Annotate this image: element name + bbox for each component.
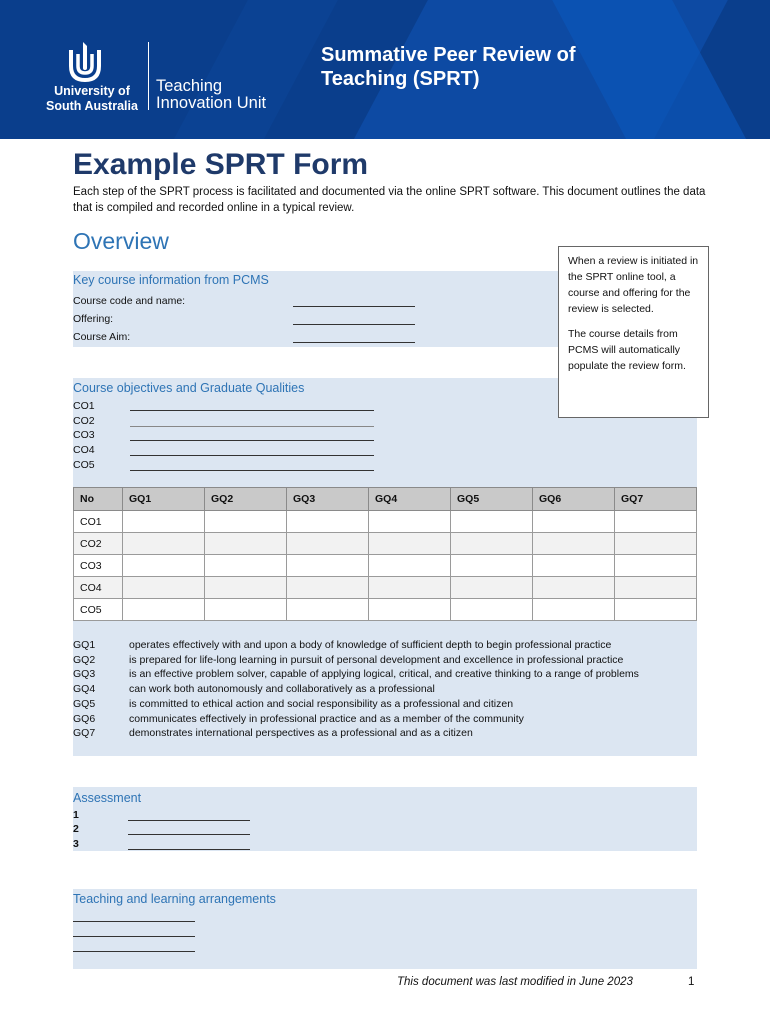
list-item: GQ2 is prepared for life-long learning in pursuit of personal development and excellence in professional practice <box>73 653 624 666</box>
unit-name: Teaching Innovation Unit <box>156 77 267 112</box>
objectives-heading: Course objectives and Graduate Qualities <box>73 381 305 395</box>
table-cell[interactable] <box>123 599 205 621</box>
table-row <box>74 533 697 555</box>
objective-field[interactable] <box>130 470 374 471</box>
objective-field[interactable] <box>130 410 374 411</box>
objective-label: CO5 <box>73 459 95 471</box>
row-label: CO2 <box>74 533 123 555</box>
table-cell[interactable] <box>451 577 533 599</box>
table-cell[interactable] <box>451 511 533 533</box>
course-aim-label: Course Aim: <box>73 331 131 343</box>
course-code-field[interactable] <box>293 306 415 307</box>
page-title: Example SPRT Form <box>73 148 369 181</box>
assessment-number: 1 <box>73 809 79 821</box>
table-cell[interactable] <box>451 533 533 555</box>
list-item: GQ3 is an effective problem solver, capable of applying logical, critical, and creative thinking to a range of problems <box>73 668 639 681</box>
table-cell[interactable] <box>533 555 615 577</box>
objective-label: CO4 <box>73 444 95 456</box>
table-cell[interactable] <box>533 577 615 599</box>
course-code-label: Course code and name: <box>73 295 186 307</box>
table-cell[interactable] <box>205 511 287 533</box>
table-header: GQ7 <box>615 488 697 511</box>
table-cell[interactable] <box>451 599 533 621</box>
row-label: CO4 <box>74 577 123 599</box>
gq-definitions <box>73 638 697 741</box>
table-cell[interactable] <box>205 533 287 555</box>
header-title: Summative Peer Review of Teaching (SPRT) <box>321 44 576 90</box>
offering-field[interactable] <box>293 324 415 325</box>
table-header: No <box>74 488 123 511</box>
table-row <box>74 511 697 533</box>
table-cell[interactable] <box>615 533 697 555</box>
list-item: GQ7 demonstrates international perspectives as a professional and as a citizen <box>73 727 473 740</box>
info-callout <box>558 246 709 418</box>
row-label: CO3 <box>74 555 123 577</box>
table-cell[interactable] <box>369 511 451 533</box>
table-cell[interactable] <box>287 577 369 599</box>
header-banner <box>0 0 770 139</box>
table-cell[interactable] <box>533 599 615 621</box>
table-cell[interactable] <box>287 511 369 533</box>
table-cell[interactable] <box>123 577 205 599</box>
row-label: CO5 <box>74 599 123 621</box>
intro-paragraph: Each step of the SPRT process is facilitated and documented via the online SPRT software. This document outlines the data that is compiled and recorded online in a typical review. <box>73 186 706 214</box>
table-row <box>74 577 697 599</box>
list-item: GQ4 can work both autonomously and collaboratively as a professional <box>73 683 435 696</box>
list-item: GQ5 is committed to ethical action and social responsibility as a professional and citizen <box>73 697 514 710</box>
offering-label: Offering: <box>73 313 114 325</box>
overview-heading: Overview <box>73 228 169 254</box>
table-header: GQ1 <box>123 488 205 511</box>
table-cell[interactable] <box>533 511 615 533</box>
table-cell[interactable] <box>287 555 369 577</box>
objective-field[interactable] <box>130 426 374 427</box>
table-cell[interactable] <box>533 533 615 555</box>
table-row <box>74 599 697 621</box>
assessment-panel <box>73 787 697 851</box>
assessment-heading: Assessment <box>73 791 142 805</box>
objective-field[interactable] <box>130 455 374 456</box>
objective-label: CO1 <box>73 400 95 412</box>
table-cell[interactable] <box>123 533 205 555</box>
key-info-heading: Key course information from PCMS <box>73 273 269 287</box>
table-cell[interactable] <box>369 577 451 599</box>
table-cell[interactable] <box>205 599 287 621</box>
teaching-field[interactable] <box>73 936 195 937</box>
table-row <box>74 555 697 577</box>
teaching-heading: Teaching and learning arrangements <box>73 892 276 906</box>
objective-label: CO3 <box>73 429 95 441</box>
table-cell[interactable] <box>369 533 451 555</box>
row-label: CO1 <box>74 511 123 533</box>
table-header: GQ5 <box>451 488 533 511</box>
table-cell[interactable] <box>369 599 451 621</box>
assessment-field[interactable] <box>128 849 250 850</box>
table-cell[interactable] <box>287 533 369 555</box>
table-header: GQ2 <box>205 488 287 511</box>
table-header: GQ4 <box>369 488 451 511</box>
logo-divider <box>148 42 149 110</box>
table-cell[interactable] <box>615 511 697 533</box>
callout-text: The course details from PCMS will automatically populate the review form. <box>568 328 686 372</box>
objective-label: CO2 <box>73 415 95 425</box>
list-item: GQ1 operates effectively with and upon a body of knowledge of sufficient depth to begin professional practice <box>73 639 612 651</box>
table-cell[interactable] <box>287 599 369 621</box>
list-item: GQ6 communicates effectively in professional practice and as a member of the community <box>73 712 524 725</box>
page-number: 1 <box>688 976 695 988</box>
assessment-number: 3 <box>73 838 79 850</box>
university-name: University of South Australia <box>46 84 138 113</box>
table-cell[interactable] <box>615 599 697 621</box>
table-cell[interactable] <box>205 555 287 577</box>
footer-modified-note: This document was last modified in June 2023 <box>397 976 633 988</box>
table-cell[interactable] <box>451 555 533 577</box>
teaching-field[interactable] <box>73 951 195 952</box>
table-header: GQ3 <box>287 488 369 511</box>
table-header: GQ6 <box>533 488 615 511</box>
gq-mapping-table <box>73 487 697 621</box>
table-cell[interactable] <box>123 555 205 577</box>
table-cell[interactable] <box>123 511 205 533</box>
assessment-field[interactable] <box>128 820 250 821</box>
assessment-field[interactable] <box>128 834 250 835</box>
callout-text: When a review is initiated in the SPRT online tool, a course and offering for the review is selected. <box>568 255 699 315</box>
objective-field[interactable] <box>130 440 374 441</box>
teaching-field[interactable] <box>73 921 195 922</box>
table-cell[interactable] <box>205 577 287 599</box>
table-cell[interactable] <box>615 577 697 599</box>
assessment-number: 2 <box>73 823 79 835</box>
table-cell[interactable] <box>615 555 697 577</box>
table-header-row <box>74 488 697 511</box>
course-aim-field[interactable] <box>293 342 415 343</box>
university-logo-icon <box>68 40 102 82</box>
table-cell[interactable] <box>369 555 451 577</box>
